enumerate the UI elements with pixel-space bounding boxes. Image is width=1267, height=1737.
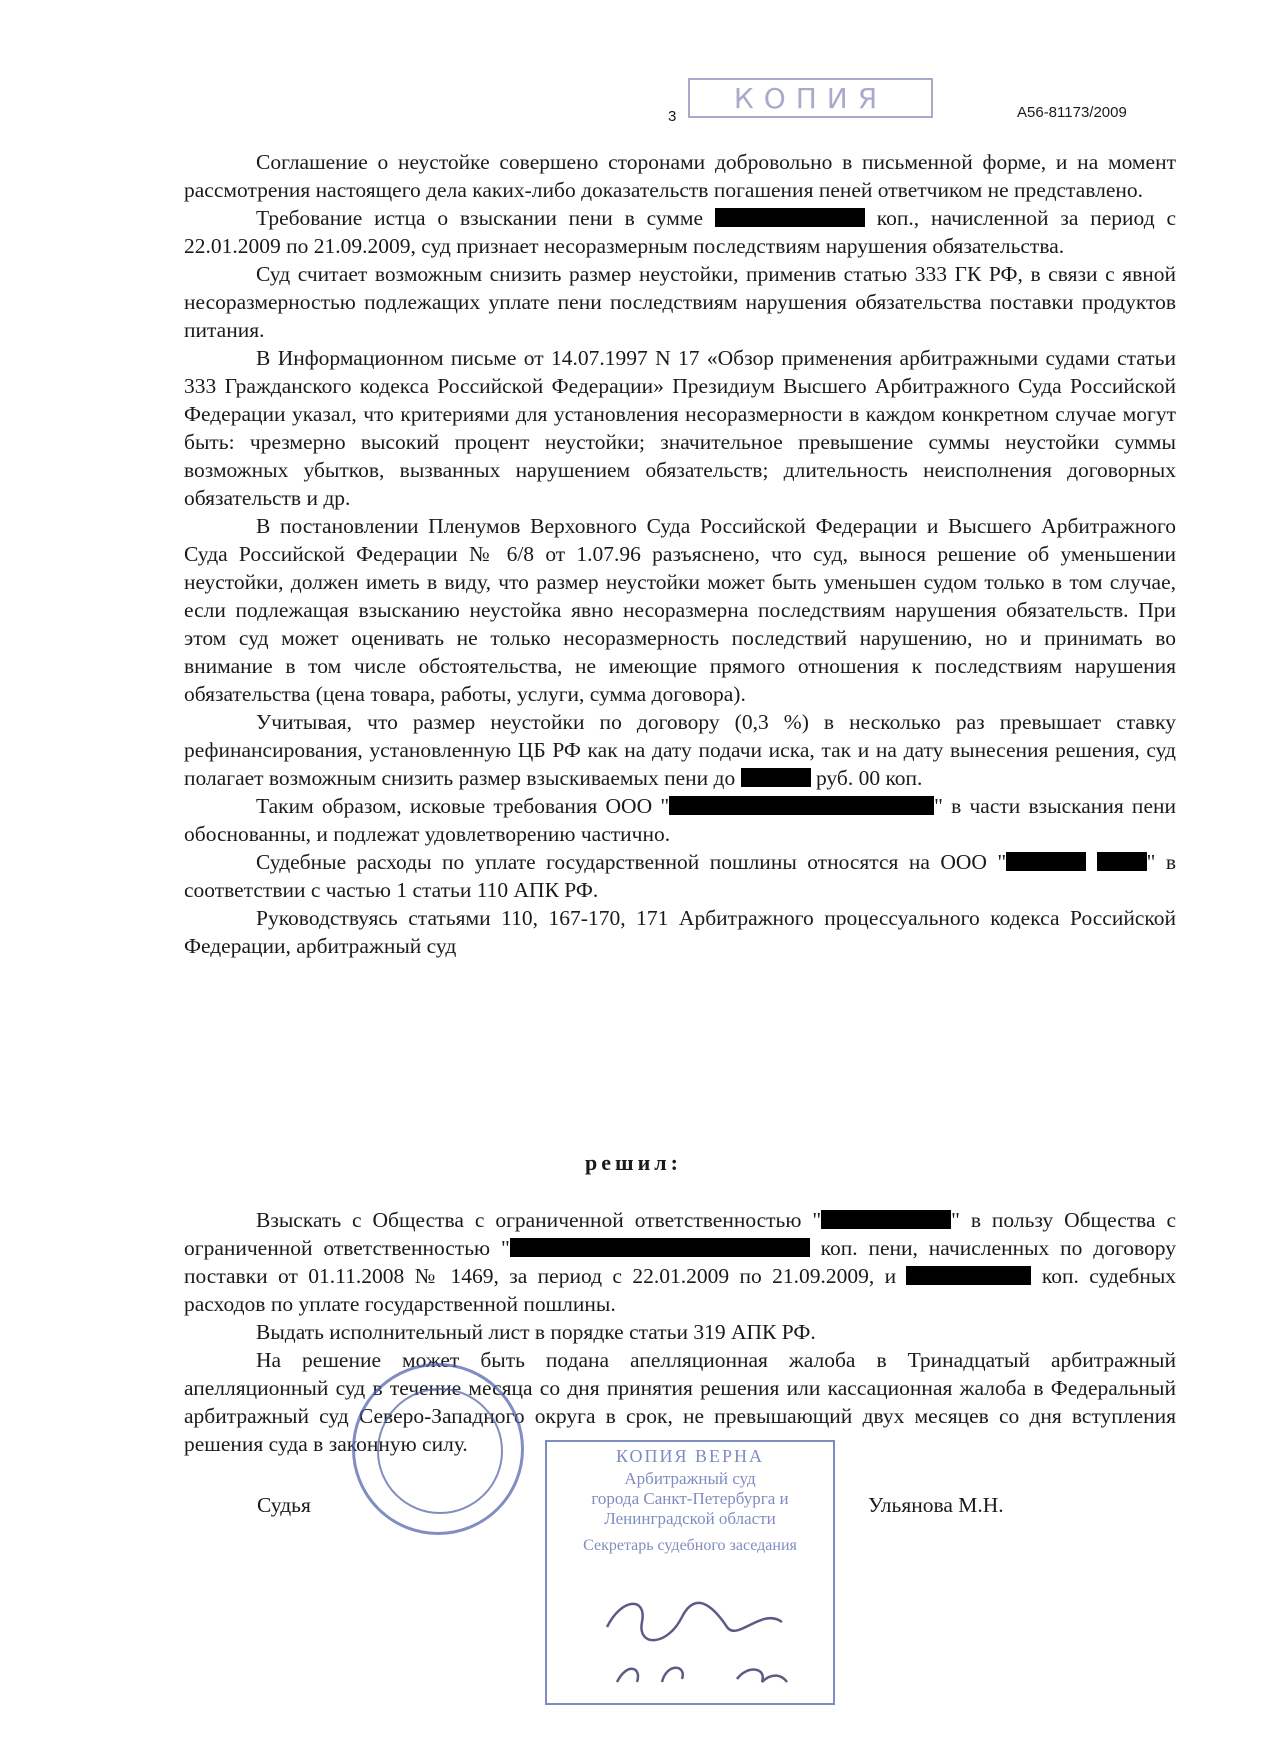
recover-text-b: " в пользу Общества с ограниченной ответственностью "	[184, 1208, 1176, 1260]
paragraph-claim-requirement	[184, 204, 1176, 260]
paragraph-writ-of-execution: Выдать исполнительный лист в порядке статьи 319 АПК РФ.	[256, 1320, 816, 1344]
case-number: А56-81173/2009	[1017, 104, 1127, 121]
recover-text-d: коп. судебных расходов по уплате государственной пошлины.	[184, 1264, 1177, 1316]
handwritten-signature	[587, 1587, 807, 1697]
stamp-line-city: города Санкт-Петербурга и	[591, 1489, 789, 1508]
claims-text-start: Таким образом, исковые требования ООО "	[256, 794, 670, 818]
paragraph-reduce-penalty: Суд считает возможным снизить размер неустойки, применив статью 333 ГК РФ, в связи с явной несоразмерностью подлежащих уплате пени последствиям нарушения обязательства поставки продуктов питания.	[184, 262, 1176, 342]
redaction-block	[906, 1266, 1031, 1285]
redaction-block	[1097, 852, 1147, 871]
paragraph-claims-justified	[184, 792, 1176, 848]
copy-stamp: КОПИЯ	[688, 78, 933, 118]
redaction-block	[821, 1210, 951, 1229]
claims-text-end: " в части взыскания пени обоснованны, и подлежат удовлетворению частично.	[184, 794, 1176, 846]
paragraph-information-letter: В Информационном письме от 14.07.1997 N 17 «Обзор применения арбитражными судами статьи 333 Гражданского кодекса Российской Федерации» Президиум Высшего Арбитражного Суда Российской Федерации указал, что критериями для установления несоразмерности в каждом конкретном случае могут быть: чрезмерно высокий процент неустойки; значительное превышение суммы неустойки суммы возможных убытков, вызванных нарушением обязательств; длительность неисполнения договорных обязательств и др.	[184, 346, 1176, 510]
paragraph-guided-by: Руководствуясь статьями 110, 167-170, 171 Арбитражного процессуального кодекса Российской Федерации, арбитражный суд	[184, 906, 1176, 958]
recover-text-c: коп. пени, начисленных по договору поставки от 01.11.2008 № 1469, за период с 22.01.2009 по 21.09.2009, и	[184, 1236, 1176, 1288]
page-number: 3	[668, 108, 677, 125]
redaction-block	[715, 208, 865, 227]
paragraph-penalty-agreement: Соглашение о неустойке совершено сторонами добровольно в письменной форме, и на момент рассмотрения настоящего дела каких-либо доказательств погашения пеней ответчиком не представлено.	[184, 150, 1176, 202]
redaction-block	[741, 768, 811, 787]
round-court-seal	[352, 1363, 524, 1535]
redaction-block	[1006, 852, 1086, 871]
rate-text-end: руб. 00 коп.	[815, 766, 923, 790]
paragraph-plenum-resolution: В постановлении Пленумов Верховного Суда Российской Федерации и Высшего Арбитражного Суда Российской Федерации № 6/8 от 1.07.96 разъяснено, что суд, вынося решение об уменьшении неустойки, должен иметь в виду, что размер неустойки может быть уменьшен судом только в том случае, если подлежащая взысканию неустойка явно несоразмерна последствиям нарушения обязательств. При этом суд может оценивать не только несоразмерность последствий нарушению, но и принимать во внимание в том числе обстоятельства, не имеющие прямого отношения к последствиям нарушения обязательства (цена товара, работы, услуги, сумма договора).	[184, 514, 1176, 706]
claim-text-start: Требование истца о взыскании пени в сумме	[256, 206, 704, 230]
redaction-block	[669, 796, 934, 815]
stamp-line-secretary: Секретарь судебного заседания	[583, 1537, 797, 1554]
stamp-line-court: Арбитражный суд	[624, 1469, 756, 1488]
paragraph-refinancing-rate	[184, 708, 1176, 792]
decision-text	[184, 1206, 1176, 1458]
stamp-line-copy: КОПИЯ ВЕРНА	[615, 1446, 765, 1466]
judge-label: Судья	[257, 1493, 311, 1517]
paragraph-recover	[184, 1206, 1176, 1318]
judge-name: Ульянова М.Н.	[868, 1493, 1004, 1517]
paragraph-appeal: На решение может быть подана апелляционная жалоба в Тринадцатый арбитражный апелляционный суд в течение месяца со дня принятия решения или кассационная жалоба в Федеральный арбитражный суд Северо-Западного округа в срок, не превышающий двух месяцев со дня вступления решения суда в законную силу.	[184, 1348, 1176, 1456]
claim-text-end: коп., начисленной за период с 22.01.2009 по 21.09.2009, суд признает несоразмерным последствиям нарушения обязательства.	[184, 206, 1177, 258]
recover-text-a: Взыскать с Общества с ограниченной ответственностью "	[256, 1208, 822, 1232]
paragraph-court-costs	[184, 848, 1176, 904]
stamp-line-region: Ленинградской области	[604, 1509, 776, 1528]
rate-text-start: Учитывая, что размер неустойки по договору (0,3 %) в несколько раз превышает ставку рефинансирования, установленную ЦБ РФ как на дату подачи иска, так и на дату вынесения решения, суд полагает возможным снизить размер взыскиваемых пени до	[184, 710, 1176, 790]
decision-heading: решил:	[585, 1150, 682, 1175]
redaction-block	[510, 1238, 810, 1257]
certified-copy-stamp	[545, 1440, 835, 1705]
costs-text-start: Судебные расходы по уплате государственной пошлины относятся на ООО "	[256, 850, 1007, 874]
costs-text-end: " в соответствии с частью 1 статьи 110 АПК РФ.	[184, 850, 1176, 902]
reasoning-text	[184, 148, 1176, 960]
